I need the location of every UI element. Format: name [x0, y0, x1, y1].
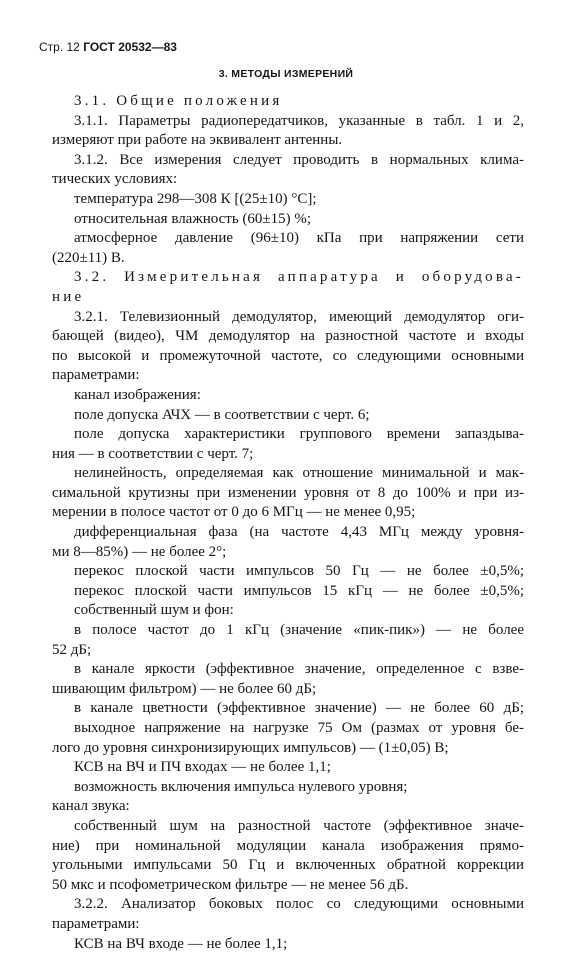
text-line: параметрами: [52, 915, 140, 932]
text-line: канал изображения: [74, 386, 201, 403]
text-line: угольными импульсами 50 Гц и включенных обратной коррекции [52, 857, 524, 874]
text-line: ние) при номинальной модуляции канала изображения прямо- [52, 837, 524, 854]
text-line: 3.2. Измерительная аппаратура и оборудова- [74, 269, 524, 286]
text-line: температура 298—308 К [(25±10) °С]; [74, 190, 317, 207]
text-line: канал звука: [52, 798, 130, 815]
text-line: 3.1.2. Все измерения следует проводить в нормальных клима- [74, 151, 524, 168]
text-line: нелинейность, определяемая как отношение минимальной и мак- [74, 465, 524, 482]
text-line: в полосе частот до 1 кГц (значение «пик-пик») — не более [74, 622, 524, 639]
text-line: (220±11) В. [52, 249, 125, 266]
text-line: лого до уровня синхронизирующих импульсов) — (1±0,05) В; [52, 739, 449, 756]
text-line: по высокой и промежуточной частоте, со следующими основными [52, 347, 524, 364]
text-line: КСВ на ВЧ входе — не более 1,1; [74, 935, 288, 952]
text-line: атмосферное давление (96±10) кПа при напряжении сети [74, 230, 524, 247]
text-line: шивающим фильтром) — не более 60 дБ; [52, 680, 317, 697]
text-line: выходное напряжение на нагрузке 75 Ом (размах от уровня бе- [74, 720, 524, 736]
text-line: возможность включения импульса нулевого уровня; [74, 778, 408, 795]
text-line: 3.2.1. Телевизионный демодулятор, имеющий демодулятор оги- [74, 308, 524, 325]
text-line: ние [52, 288, 85, 305]
document-body [52, 92, 524, 954]
page-header [39, 40, 177, 54]
text-line: измеряют при работе на эквивалент антенны. [52, 132, 343, 149]
text-line: 3.1. Общие положения [74, 93, 283, 109]
text-line: поле допуска характеристики группового времени запаздыва- [74, 426, 524, 443]
standard-number: ГОСТ 20532—83 [83, 40, 177, 54]
text-line: перекос плоской части импульсов 50 Гц — не более ±0,5%; [74, 563, 524, 580]
text-line: КСВ на ВЧ и ПЧ входах — не более 1,1; [74, 759, 331, 776]
text-line: относительная влажность (60±15) %; [74, 210, 312, 227]
text-line: бающей (видео), ЧМ демодулятор на разностной частоте и входы [52, 328, 524, 345]
text-line: ми 8—85%) — не более 2°; [52, 543, 227, 560]
text-line: собственный шум на разностной частоте (эффективное значе- [74, 817, 524, 834]
section-title: 3. МЕТОДЫ ИЗМЕРЕНИЙ [218, 68, 354, 80]
text-line: собственный шум и фон: [74, 602, 234, 619]
text-line: дифференциальная фаза (на частоте 4,43 МГц между уровня- [74, 524, 524, 541]
text-line: 50 мкс и псофометрическом фильтре — не менее 56 дБ. [52, 876, 409, 893]
text-line: поле допуска АЧХ — в соответствии с черт. 6; [74, 406, 370, 423]
text-line: 3.2.2. Анализатор боковых полос со следующими основными [74, 896, 524, 913]
text-line: 52 дБ; [52, 641, 92, 658]
text-line: в канале яркости (эффективное значение, определенное с взве- [74, 661, 524, 678]
text-line: параметрами: [52, 367, 140, 384]
page-number: Стр. 12 [39, 40, 80, 54]
text-line: мерении в полосе частот от 0 до 6 МГц — не менее 0,95; [52, 504, 416, 521]
text-line: в канале цветности (эффективное значение) — не более 60 дБ; [74, 700, 524, 717]
text-line: перекос плоской части импульсов 15 кГц — не более ±0,5%; [74, 582, 524, 599]
text-line: тических условиях: [52, 171, 178, 188]
text-line: ния — в соответствии с черт. 7; [52, 445, 254, 462]
text-line: симальной крутизны при изменении уровня от 8 до 100% и при из- [52, 484, 524, 501]
text-line: 3.1.1. Параметры радиопередатчиков, указанные в табл. 1 и 2, [74, 112, 524, 129]
